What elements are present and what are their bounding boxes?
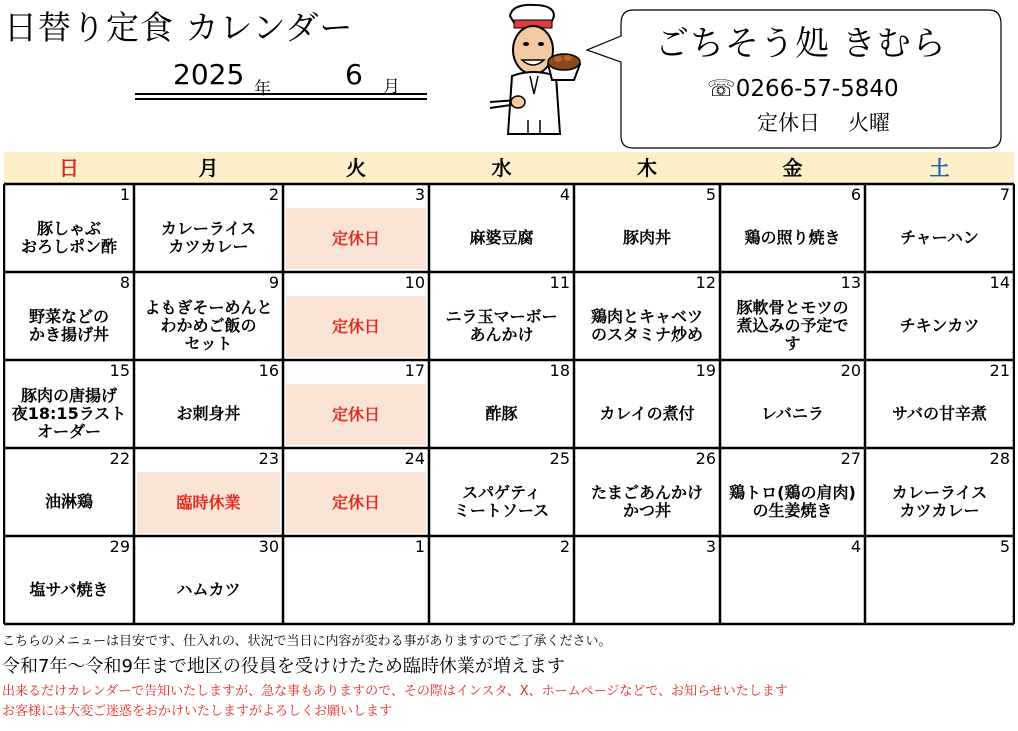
- closed-label: [286, 472, 426, 533]
- day-cell: [720, 184, 865, 272]
- day-number: 9: [268, 273, 279, 292]
- daily-menu-text: お刺身丼: [176, 404, 241, 423]
- day-cell: [134, 184, 283, 272]
- day-number: 1: [119, 185, 130, 204]
- daily-menu: [283, 560, 429, 620]
- daily-menu-text: 鶏トロ(鶏の肩肉) の生姜焼き: [729, 483, 856, 520]
- day-cell: [865, 360, 1014, 448]
- daily-menu: [720, 560, 865, 620]
- closed-label: [286, 296, 426, 357]
- day-number: 6: [850, 185, 861, 204]
- note-apology: お客様には大変ご迷惑をおかけいたしますがよろしくお願いします: [2, 704, 393, 719]
- daily-menu: [4, 208, 134, 268]
- daily-menu: [429, 560, 574, 620]
- day-number: 4: [559, 185, 570, 204]
- day-cell: [4, 184, 134, 272]
- day-cell: [134, 536, 283, 624]
- daily-menu: [574, 384, 720, 444]
- day-number: 7: [999, 185, 1010, 204]
- daily-menu: [134, 208, 283, 268]
- chef-illustration: [488, 2, 586, 138]
- daily-menu-text: チャーハン: [900, 228, 979, 247]
- year-value: 2025: [173, 58, 245, 91]
- closed-label: [286, 384, 426, 445]
- day-number: 17: [404, 361, 425, 380]
- day-number: 14: [989, 273, 1010, 292]
- day-cell: [574, 448, 720, 536]
- day-cell: [865, 272, 1014, 360]
- weekday-header-mon: 月: [134, 152, 283, 184]
- daily-menu: [720, 384, 865, 444]
- day-number: 26: [695, 449, 716, 468]
- day-cell: [283, 272, 429, 360]
- day-cell: [4, 536, 134, 624]
- day-cell: [283, 184, 429, 272]
- weekday-header-fri: 金: [720, 152, 865, 184]
- day-number: 24: [404, 449, 425, 468]
- daily-menu: [865, 296, 1014, 356]
- day-number: 19: [695, 361, 716, 380]
- daily-menu: [4, 560, 134, 620]
- day-number: 23: [258, 449, 279, 468]
- weekday-header-thu: 木: [574, 152, 720, 184]
- regular-holiday: [757, 107, 890, 137]
- day-number: 21: [989, 361, 1010, 380]
- daily-menu-text: サバの甘辛煮: [891, 404, 988, 423]
- day-number: 2: [559, 537, 570, 556]
- day-cell: [283, 360, 429, 448]
- day-number: 20: [840, 361, 861, 380]
- daily-menu: [4, 296, 134, 356]
- day-cell: [865, 184, 1014, 272]
- daily-menu-text: 油淋鶏: [44, 492, 93, 511]
- daily-menu-text: 鶏の照り焼き: [744, 228, 841, 247]
- day-cell: [865, 536, 1014, 624]
- day-number: 30: [258, 537, 279, 556]
- regular-holiday-day: 火曜: [848, 111, 890, 135]
- day-number: 8: [119, 273, 130, 292]
- daily-menu: [134, 384, 283, 444]
- day-cell: [134, 360, 283, 448]
- day-number: 4: [850, 537, 861, 556]
- weekday-header-sat: 土: [865, 152, 1014, 184]
- daily-menu-text: 豚しゃぶ おろしポン酢: [20, 219, 117, 256]
- daily-menu-text: カレイの煮付: [599, 404, 695, 423]
- daily-menu-text: 臨時休業: [176, 492, 241, 512]
- day-cell: [720, 360, 865, 448]
- year-label: 年: [254, 79, 271, 99]
- daily-menu: [574, 296, 720, 356]
- regular-holiday-label: 定休日: [757, 111, 820, 135]
- daily-menu-text: 酢豚: [485, 404, 518, 423]
- daily-menu-text: カレーライス カツカレー: [160, 219, 257, 256]
- daily-menu-text: たまごあんかけ かつ丼: [590, 483, 703, 520]
- daily-menu: [720, 472, 865, 532]
- daily-menu: [574, 560, 720, 620]
- daily-menu: [865, 472, 1014, 532]
- daily-menu: [429, 208, 574, 268]
- day-number: 28: [989, 449, 1010, 468]
- day-number: 15: [109, 361, 130, 380]
- day-number: 25: [549, 449, 570, 468]
- day-cell: [429, 272, 574, 360]
- daily-menu: [0, 384, 140, 444]
- day-cell: [134, 448, 283, 536]
- underline-top: [135, 93, 427, 95]
- daily-menu-text: 豚肉丼: [622, 228, 671, 247]
- note-temporary-closures: 令和7年〜令和9年まで地区の役員を受けけたため臨時休業が増えます: [2, 656, 565, 677]
- day-number: 29: [109, 537, 130, 556]
- day-number: 5: [999, 537, 1010, 556]
- shop-name: ごちそう処 きむら: [655, 24, 947, 64]
- day-cell: [720, 536, 865, 624]
- day-number: 5: [705, 185, 716, 204]
- day-cell: [865, 448, 1014, 536]
- month-value: 6: [345, 58, 363, 91]
- day-cell: [4, 360, 134, 448]
- month-label: 月: [383, 77, 400, 97]
- daily-menu: [4, 472, 134, 532]
- weekday-header-wed: 水: [429, 152, 574, 184]
- daily-menu-text: ニラ玉マーボー あんかけ: [445, 307, 558, 344]
- daily-menu-text: 野菜などの かき揚げ丼: [28, 307, 109, 344]
- daily-menu: [429, 384, 574, 444]
- daily-menu: [865, 560, 1014, 620]
- day-cell: [283, 448, 429, 536]
- daily-menu-text: 定休日: [331, 316, 380, 336]
- day-cell: [4, 272, 134, 360]
- daily-menu-text: 塩サバ焼き: [29, 580, 109, 599]
- daily-menu: [865, 208, 1014, 268]
- daily-menu-text: 定休日: [331, 404, 380, 424]
- day-cell: [574, 184, 720, 272]
- day-cell: [720, 272, 865, 360]
- note-announcement: 出来るだけカレンダーで告知いたしますが、急な事もありますので、その際はインスタ、X、ホームページなどで、お知らせいたします: [2, 684, 788, 699]
- daily-menu: [720, 208, 865, 268]
- daily-menu-text: スパゲティ ミートソース: [453, 483, 550, 520]
- daily-menu-text: 定休日: [331, 228, 380, 248]
- day-cell: [283, 536, 429, 624]
- note-menu-disclaimer: こちらのメニューは目安です、仕入れの、状況で当日に内容が変わる事がありますのでご了承ください。: [2, 634, 612, 649]
- weekday-header-tue: 火: [283, 152, 429, 184]
- day-number: 2: [268, 185, 279, 204]
- weekday-header-sun: 日: [4, 152, 134, 184]
- daily-menu: [865, 384, 1014, 444]
- day-number: 22: [109, 449, 130, 468]
- year-month-heading: [135, 58, 427, 102]
- day-number: 3: [414, 185, 425, 204]
- day-cell: [574, 360, 720, 448]
- day-number: 18: [549, 361, 570, 380]
- day-number: 12: [695, 273, 716, 292]
- day-number: 3: [705, 537, 716, 556]
- day-cell: [429, 360, 574, 448]
- day-number: 27: [840, 449, 861, 468]
- day-cell: [429, 448, 574, 536]
- day-cell: [574, 272, 720, 360]
- day-cell: [429, 536, 574, 624]
- calendar-title: 日替り定食 カレンダー: [4, 8, 354, 47]
- day-cell: [720, 448, 865, 536]
- closed-label: [137, 472, 280, 533]
- day-cell: [574, 536, 720, 624]
- day-number: 11: [549, 273, 570, 292]
- daily-menu: [720, 296, 865, 356]
- daily-menu-text: チキンカツ: [899, 316, 980, 335]
- daily-menu: [429, 296, 574, 356]
- daily-menu: [134, 560, 283, 620]
- daily-menu: [429, 472, 574, 532]
- shop-info: [585, 6, 1005, 152]
- shop-phone: ☏0266-57-5840: [707, 76, 899, 102]
- underline-bottom: [135, 98, 427, 100]
- daily-menu-text: 豚肉の唐揚げ 夜18:15ラスト オーダー: [11, 386, 127, 441]
- daily-menu-text: 麻婆豆腐: [469, 228, 534, 247]
- daily-menu: [574, 472, 720, 532]
- day-cell: [429, 184, 574, 272]
- daily-menu-text: レバニラ: [761, 404, 824, 423]
- day-number: 10: [404, 273, 425, 292]
- daily-menu-text: カレーライス カツカレー: [891, 483, 988, 520]
- day-number: 13: [840, 273, 861, 292]
- daily-menu-text: 鶏肉とキャベツ のスタミナ炒め: [590, 307, 703, 344]
- day-cell: [134, 272, 283, 360]
- closed-label: [286, 208, 426, 269]
- daily-menu-text: 定休日: [331, 492, 380, 512]
- day-number: 16: [258, 361, 279, 380]
- day-cell: [4, 448, 134, 536]
- daily-menu-text: ハムカツ: [176, 580, 241, 599]
- daily-menu: [134, 296, 283, 356]
- daily-menu-text: よもぎそーめんと わかめご飯の セット: [144, 298, 273, 353]
- day-number: 1: [414, 537, 425, 556]
- daily-menu-text: 豚軟骨とモツの 煮込みの予定で す: [736, 298, 849, 353]
- daily-menu: [574, 208, 720, 268]
